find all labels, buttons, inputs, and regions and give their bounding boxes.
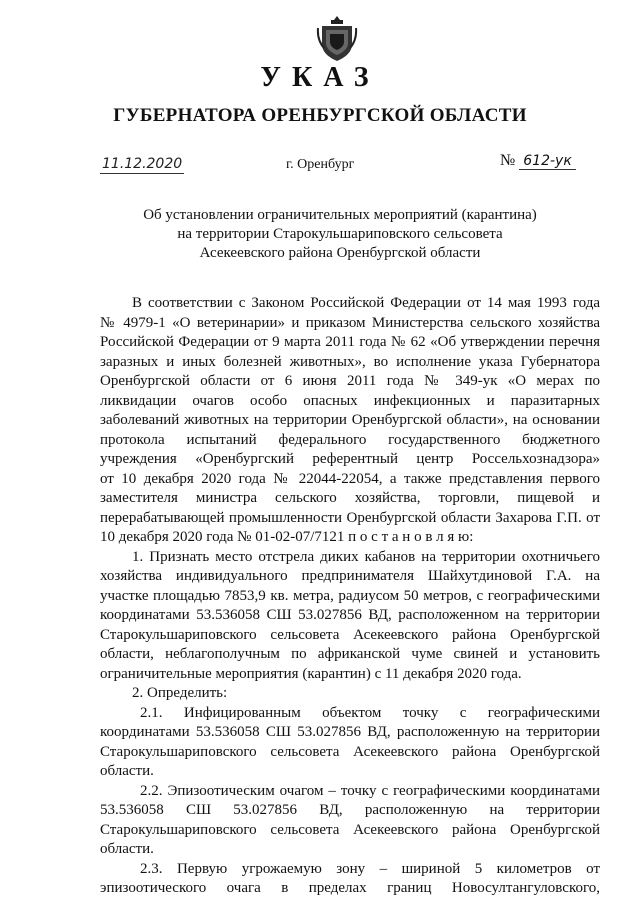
body-line: Российской Федерации от 9 марта 2011 года № 62 «Об утверждении перечня (100, 334, 600, 350)
number-value: 612-ук (519, 153, 576, 170)
body-line: 2.1. Инфицированным объектом точку с географическими (140, 704, 600, 721)
body-line: Оренбургской области от 6 июня 2011 года № 349-ук «О мерах по (100, 373, 600, 389)
body-line: эпизоотического очага в пределах границ Новосултангуловского, (100, 880, 600, 896)
body-line: перерабатывающей промышленности Оренбургской области Захарова Г.П. от (100, 509, 600, 526)
body-line: В соответствии с Законом Российской Федерации от 14 мая 1993 года (132, 295, 600, 311)
body-line: 2.3. Первую угрожаемую зону – шириной 5 километров от (140, 860, 600, 877)
body-line: заболеваний животных на территории Оренбургской области», на основании (100, 412, 600, 428)
body-line: № 4979-1 «О ветеринарии» и приказом Министерства сельского хозяйства (100, 314, 600, 331)
decree-title (80, 206, 600, 263)
body-line: координатами 53.536058 СШ 53.027856 ВД, расположенную на территории (100, 724, 600, 740)
body-line: от 10 декабря 2020 года № 22044-22054, а также представления первого (100, 470, 600, 487)
number-label: № (500, 152, 516, 169)
body-line: участке площадью 7853,9 кв. метра, радиусом 50 метров, с географическими (100, 587, 600, 604)
decree-title-line: Об установлении ограничительных мероприятий (карантина) (143, 207, 537, 223)
body-line: области. (100, 763, 154, 779)
body-line: 1. Признать место отстрела диких кабанов на территории охотничьего (132, 548, 600, 565)
body-line: хозяйства индивидуального предпринимателя Шайхутдиновой Г.А. на (100, 568, 600, 584)
decree-body (100, 294, 600, 899)
body-line: 53.536058 СШ 53.027856 ВД, расположенную на территории (100, 802, 600, 818)
body-line: заместителя министра сельского хозяйства, торговли, пищевой и (100, 490, 600, 506)
decree-number (500, 152, 576, 170)
body-line: 2.2. Эпизоотическим очагом – точку с географическими координатами (140, 782, 600, 799)
body-line: области, неблагополучным по африканской чуме свиней и установить (100, 646, 600, 662)
body-line: области. (100, 841, 154, 857)
body-line: протокола испытаний федерального государственного бюджетного (100, 431, 600, 448)
decree-title-line: Асекеевского района Оренбургской области (199, 245, 481, 261)
body-line: Старокульшариповского сельсовета Асекеевского района Оренбургской (100, 821, 600, 838)
body-line: ликвидации очагов особо опасных инфекционных и паразитарных (100, 392, 600, 409)
decree-date: 11.12.2020 (102, 156, 183, 172)
decree-title-line: на территории Старокульшариповского сельсовета (177, 226, 503, 242)
body-line: заразных и иных болезней животных», во исполнение указа Губернатора (100, 353, 600, 370)
decree-city: г. Оренбург (286, 157, 355, 172)
body-line: ограничительные мероприятия (карантин) с 11 декабря 2020 года. (100, 665, 522, 682)
decree-heading: УКАЗ (260, 62, 380, 93)
body-line: координатами 53.536058 СШ 53.027856 ВД, расположенном на территории (100, 607, 600, 623)
body-line: 10 декабря 2020 года № 01-02-07/7121 п о с т а н о в л я ю: (100, 529, 474, 545)
issuer-heading: ГУБЕРНАТОРА ОРЕНБУРГСКОЙ ОБЛАСТИ (113, 105, 527, 126)
body-line: 2. Определить: (132, 685, 228, 701)
body-line: Старокульшариповского сельсовета Асекеевского района Оренбургской (100, 626, 600, 643)
coat-of-arms-icon (316, 14, 358, 62)
body-line: учреждения «Оренбургский референтный центр Россельхознадзора» (100, 451, 600, 467)
body-line: Старокульшариповского сельсовета Асекеевского района Оренбургской (100, 743, 600, 760)
